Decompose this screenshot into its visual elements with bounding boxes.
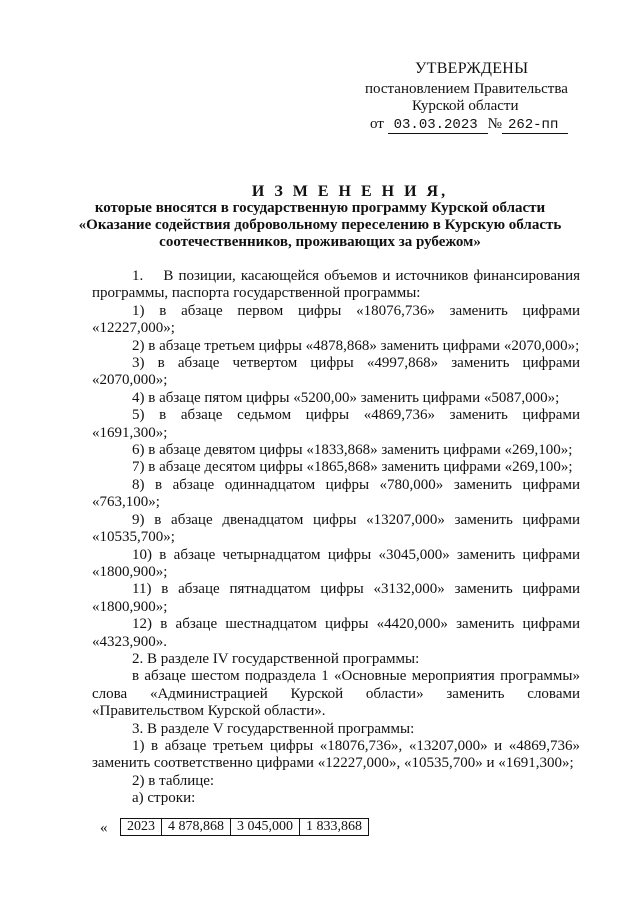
document-body [92,268,580,808]
paragraph-1: 1. В позиции, касающейся объемов и источников финансирования программы, паспорта государственной программы: [92,268,580,302]
table-cell-value-2: 3 045,000 [231,819,300,836]
table-cell-year: 2023 [121,819,162,836]
list-item-1-9: 9) в абзаце двенадцатом цифры «13207,000» заменить цифрами «10535,700»; [92,511,580,546]
title-line-2: «Оказание содействия добровольному переселению в Курскую область [78,217,562,233]
approval-line-region: Курской области [412,98,519,114]
list-item-1-7: 7) в абзаце десятом цифры «1865,868» заменить цифрами «269,100»; [132,459,573,476]
table-cell-value-1: 4 878,868 [162,819,231,836]
list-item-1-8: 8) в абзаце одиннадцатом цифры «780,000» заменить цифрами «763,100»; [92,476,580,511]
open-quote: « [100,820,108,836]
list-item-3-1: 1) в абзаце третьем цифры «18076,736», «13207,000» и «4869,736» заменить соответственно цифрами «12227,000», «10535,700» и «1691,300»; [92,737,580,772]
title-line-1: которые вносятся в государственную программу Курской области [94,200,546,216]
list-item-1-11: 11) в абзаце пятнадцатом цифры «3132,000» заменить цифрами «1800,900»; [92,581,580,615]
list-item-1-5: 5) в абзаце седьмом цифры «4869,736» заменить цифрами «1691,300»; [92,407,580,441]
approval-line-government: постановлением Правительства [365,81,568,97]
list-item-1-12: 12) в абзаце шестнадцатом цифры «4420,000» заменить цифрами «4323,900». [92,616,580,650]
list-item-1-4: 4) в абзаце пятом цифры «5200,00» заменить цифрами «5087,000»; [132,389,560,406]
list-item-3-2-a: а) строки: [132,790,196,807]
approval-date-number [370,115,568,134]
number-prefix: № [487,116,502,132]
table-cell-value-3: 1 833,868 [300,819,369,836]
list-item-3-2: 2) в таблице: [132,772,215,789]
date-prefix: от [370,116,384,132]
paragraph-2: 2. В разделе IV государственной программы: [132,650,420,667]
approval-heading: УТВЕРЖДЕНЫ [415,60,529,77]
paragraph-3: 3. В разделе V государственной программы: [132,720,415,737]
list-item-1-6: 6) в абзаце девятом цифры «1833,868» заменить цифрами «269,100»; [132,442,573,459]
title-line-3: соотечественников, проживающих за рубежом» [159,234,481,250]
document-title [0,183,640,251]
list-item-1-2: 2) в абзаце третьем цифры «4878,868» заменить цифрами «2070,000»; [132,337,580,354]
approval-number: 262-пп [502,117,568,134]
list-item-1-10: 10) в абзаце четырнадцатом цифры «3045,000» заменить цифрами «1800,900»; [92,546,580,580]
list-item-1-1: 1) в абзаце первом цифры «18076,736» заменить цифрами «12227,000»; [92,302,580,337]
table-row [121,819,369,836]
approval-date: 03.03.2023 [388,117,488,134]
title-main: И З М Е Н Е Н И Я, [251,183,449,200]
paragraph-2-text: в абзаце шестом подраздела 1 «Основные мероприятия программы» слова «Администрацией Курской области» заменить словами «Правительством Курской области». [92,668,580,720]
data-table [120,818,369,836]
list-item-1-3: 3) в абзаце четвертом цифры «4997,868» заменить цифрами «2070,000»; [92,355,580,389]
